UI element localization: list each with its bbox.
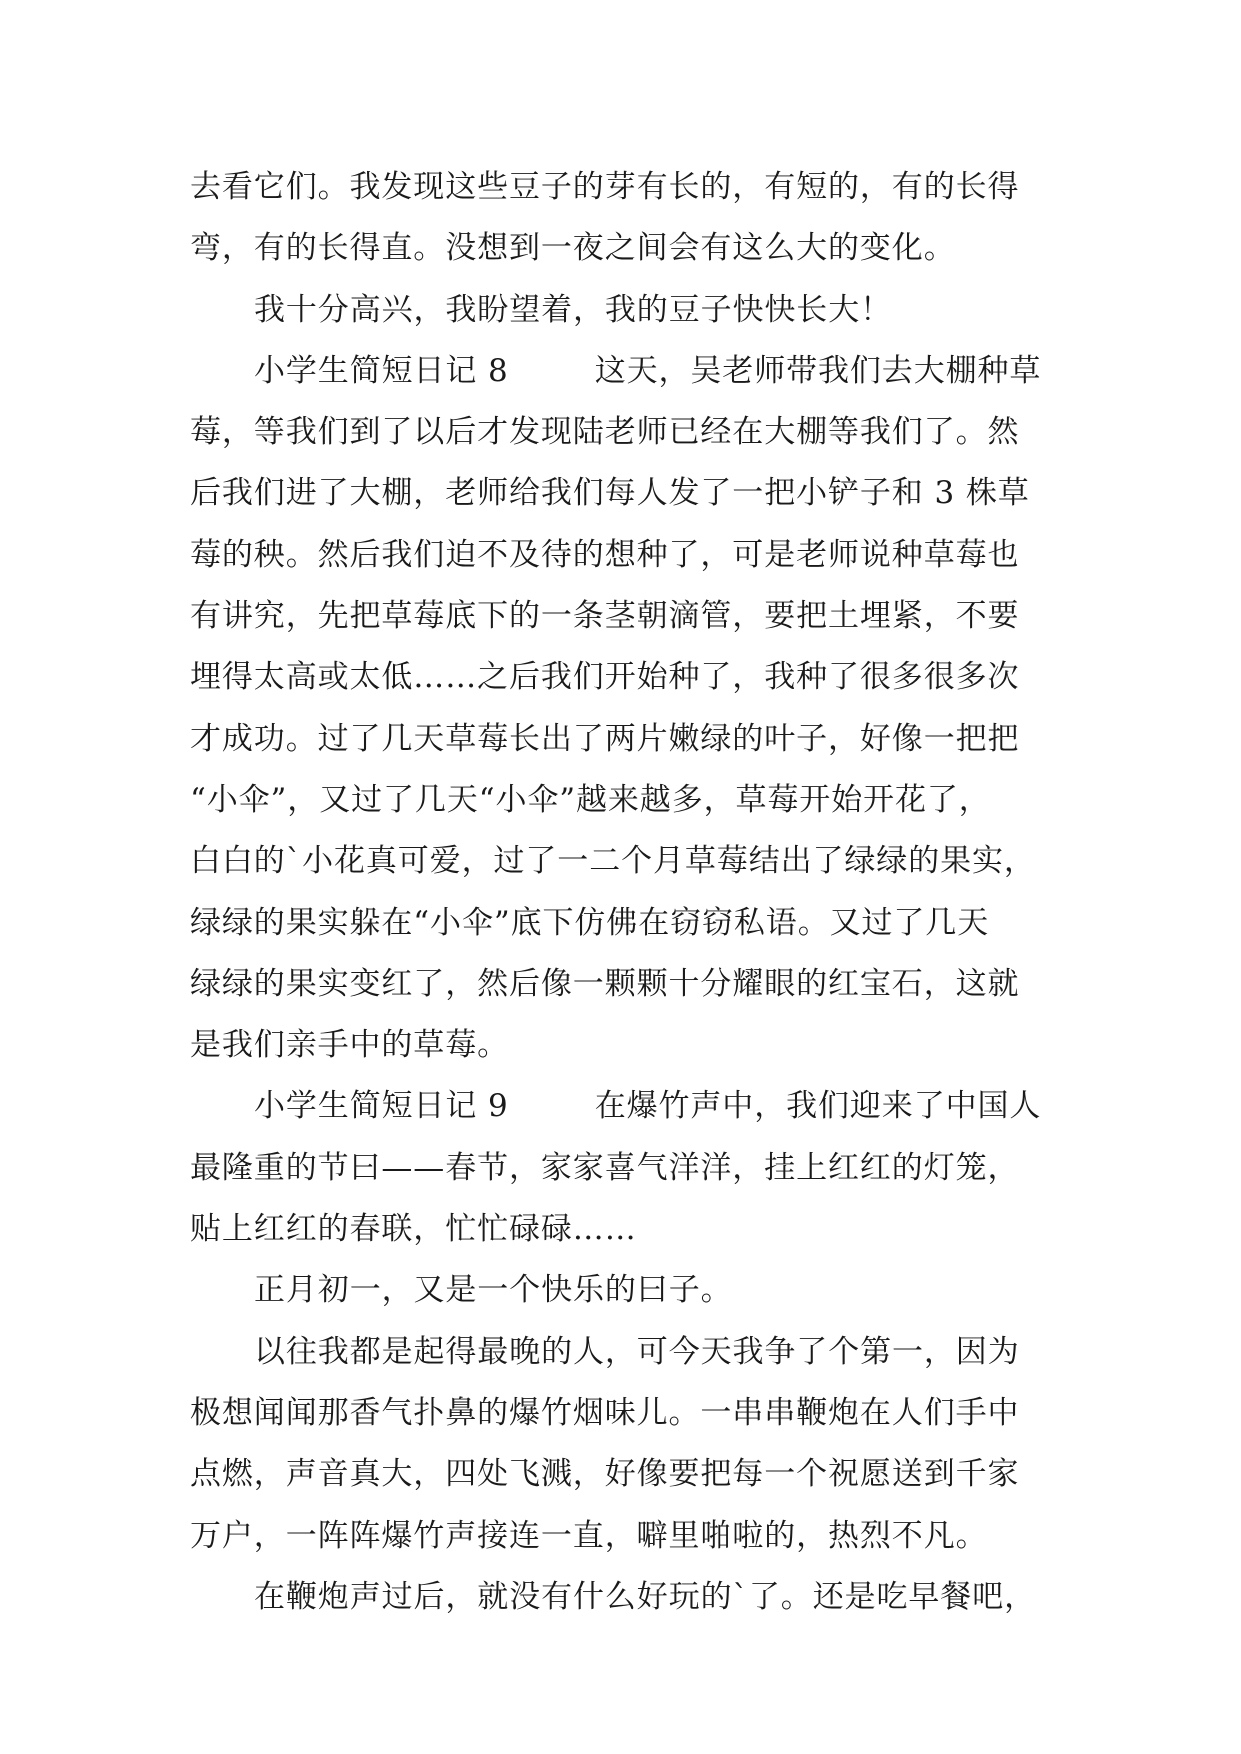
text-line: 绿绿的果实躲在“小伞”底下仿佛在窃窃私语。又过了几天 (190, 904, 990, 941)
text-line: 弯，有的长得直。没想到一夜之间会有这么大的变化。 (190, 230, 956, 267)
text-line: 莓的秧。然后我们迫不及待的想种了，可是老师说种草莓也 (190, 536, 1020, 573)
text-line: 在鞭炮声过后，就没有什么好玩的`了。还是吃早餐吧， (254, 1578, 1036, 1615)
text-line: 后我们进了大棚，老师给我们每人发了一把小铲子和 3 株草 (190, 475, 1030, 512)
text-line: 万户，一阵阵爆竹声接连一直，噼里啪啦的，热烈不凡。 (190, 1517, 988, 1554)
text-line: 正月初一，又是一个快乐的曰子。 (254, 1272, 733, 1309)
text-line: 有讲究，先把草莓底下的一条茎朝滴管，要把土埋紧，不要 (190, 598, 1020, 635)
text-line: 去看它们。我发现这些豆子的芽有长的，有短的，有的长得 (190, 169, 1020, 205)
text-line: “小伞”，又过了几天“小伞”越来越多，草莓开始开花了， (190, 781, 991, 818)
text-line: 是我们亲手中的草莓。 (190, 1027, 509, 1064)
text-line: 莓，等我们到了以后才发现陆老师已经在大棚等我们了。然 (190, 414, 1020, 451)
text-line: 才成功。过了几天草莓长出了两片嫩绿的叶子，好像一把把 (190, 720, 1020, 757)
text-line: 白白的`小花真可爱，过了一二个月草莓结出了绿绿的果实， (190, 843, 1036, 880)
text-line: 极想闻闻那香气扑鼻的爆竹烟味儿。一串串鞭炮在人们手中 (190, 1394, 1020, 1431)
text-line: 我十分高兴，我盼望着，我的豆子快快长大！ (254, 291, 892, 328)
text-line: 最隆重的节曰——春节，家家喜气洋洋，挂上红红的灯笼， (190, 1149, 1020, 1186)
diary-heading-line: 小学生简短日记 8 这天，吴老师带我们去大棚种草 (254, 352, 1042, 389)
diary-heading-line: 小学生简短日记 9 在爆竹声中，我们迎来了中国人 (254, 1088, 1042, 1125)
body-text (190, 157, 1070, 1628)
text-line: 埋得太高或太低……之后我们开始种了，我种了很多很多次 (190, 659, 1020, 696)
text-line: 以往我都是起得最晚的人，可今天我争了个第一，因为 (254, 1333, 1020, 1370)
text-line: 绿绿的果实变红了，然后像一颗颗十分耀眼的红宝石，这就 (190, 965, 1020, 1002)
text-line: 点燃，声音真大，四处飞溅，好像要把每一个祝愿送到千家 (190, 1456, 1020, 1493)
text-line: 贴上红红的春联，忙忙碌碌…… (190, 1211, 637, 1248)
